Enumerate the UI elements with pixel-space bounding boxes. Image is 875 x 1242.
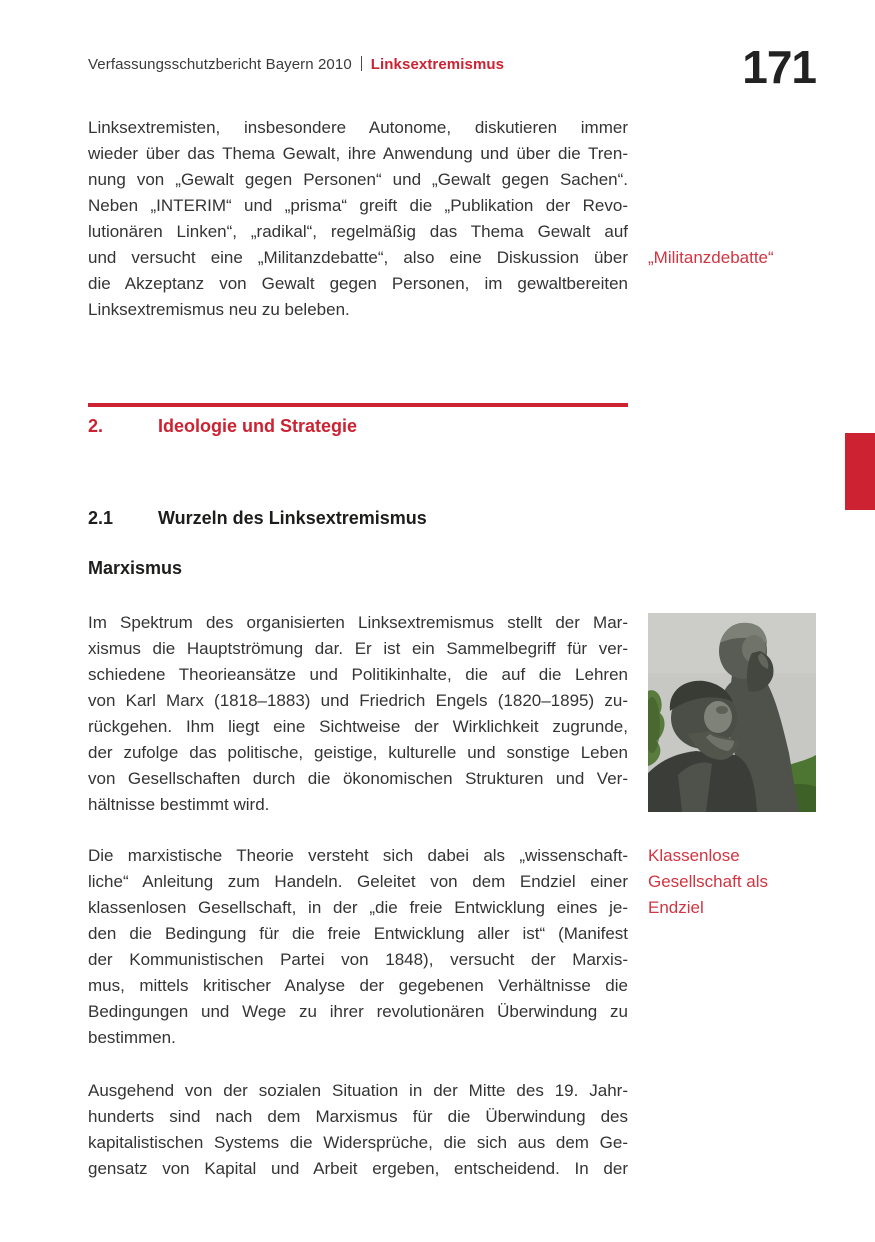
- page-number: 171: [742, 41, 816, 93]
- running-header: [88, 56, 504, 73]
- margin-note-klassenlose-gesellschaft: Klassenlose Gesellschaft als Endziel: [648, 846, 768, 917]
- header-separator: [361, 56, 362, 71]
- paragraph-soziale-situation: Ausgehend von der sozialen Situation in der Mitte des 19. Jahr- hunderts sind nach dem Marxismus für die Überwindung des kapitalistischen Systems die Widersprüche, die sich aus dem Ge- gensatz von Kapital und Arbeit ergeben, entscheidend. In der: [88, 1081, 628, 1178]
- paragraph-marxistische-theorie: Die marxistische Theorie versteht sich dabei als „wissenschaft- liche“ Anleitung zum Handeln. Geleitet von dem Endziel einer klassenlosen Gesellschaft, in der „die freie Entwicklung eines je- den die Bedingung für die freie Entwicklung aller ist“ (Manifest der Kommunistischen Partei von 1848), versucht der Marxis- mus, mittels kritischer Analyse der gegebenen Verhältnisse die Bedingungen und Wege zu ihrer revolutionären Überwindung zu bestimmen.: [88, 846, 628, 1047]
- topic-heading-marxismus: Marxismus: [88, 558, 183, 578]
- section-number: 2.: [88, 416, 104, 436]
- subsection-heading-2-1: [88, 508, 628, 529]
- paragraph-marxismus-definition: Im Spektrum des organisierten Linksextremismus stellt der Mar- xismus die Hauptströmung dar. Er ist ein Sammelbegriff für ver- schiedene Theorieansätze und Politikinhalte, die auf die Lehren von Karl Marx (1818–1883) und Friedrich Engels (1820–1895) zu- rückgehen. Ihm liegt eine Sichtweise der Wirklichkeit zugrunde, der zufolge das politische, geistige, kulturelle und sonstige Leben von Gesellschaften durch die ökonomischen Strukturen und Ver- hältnisse bestimmt wird.: [88, 613, 628, 814]
- section-heading-2: [88, 416, 628, 437]
- report-title: Verfassungsschutzbericht Bayern 2010: [88, 56, 352, 73]
- marx-engels-statue-photo: [648, 613, 816, 812]
- chapter-edge-tab: [845, 433, 875, 510]
- marx-engels-statue-illustration: [648, 613, 816, 812]
- section-rule: [88, 403, 628, 407]
- paragraph-gewaltdebatte: Linksextremisten, insbesondere Autonome, diskutieren immer wieder über das Thema Gewalt, ihre Anwendung und über die Tren- nung von „Gewalt gegen Personen“ und „Gewalt gegen Sachen“. Neben „INTERIM“ und „prisma“ greift die „Publikation der Revo- lutionären Linken“, „radikal“, regelmäßig das Thema Gewalt auf und versucht eine „Militanzdebatte“, also eine Diskussion über die Akzeptanz von Gewalt gegen Personen, im gewaltbereiten Linksextremismus neu zu beleben.: [88, 118, 628, 319]
- margin-note-militanzdebatte: „Militanzdebatte“: [648, 248, 774, 267]
- subsection-number: 2.1: [88, 508, 114, 528]
- section-title: Ideologie und Strategie: [158, 416, 358, 436]
- chapter-label: Linksextremismus: [370, 56, 505, 73]
- subsection-title: Wurzeln des Linksextremismus: [158, 508, 427, 528]
